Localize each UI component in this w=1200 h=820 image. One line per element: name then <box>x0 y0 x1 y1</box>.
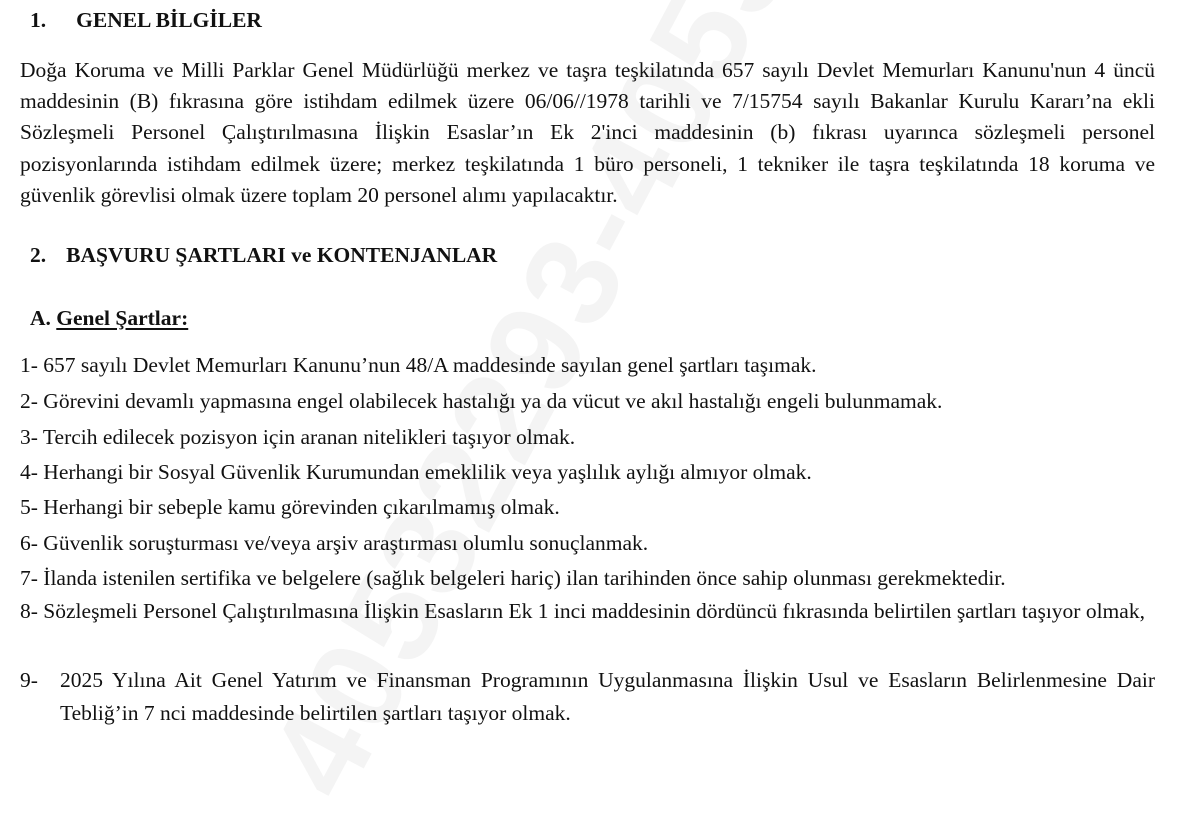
section-2-title: BAŞVURU ŞARTLARI ve KONTENJANLAR <box>66 243 498 267</box>
section-1-number: 1. <box>30 8 47 32</box>
condition-number: 6- <box>20 531 38 555</box>
condition-number: 1- <box>20 353 38 377</box>
condition-item-9 <box>20 664 1155 730</box>
condition-number: 2- <box>20 389 38 413</box>
condition-number: 8- <box>20 599 38 623</box>
subsection-a-title: Genel Şartlar: <box>56 306 189 330</box>
section-2-number: 2. <box>30 243 47 267</box>
subsection-a-heading <box>30 304 188 332</box>
section-1-heading <box>30 6 262 34</box>
section-1-title: GENEL BİLGİLER <box>76 8 262 32</box>
condition-item-3 <box>20 422 575 453</box>
condition-text: Sözleşmeli Personel Çalıştırılmasına İlişkin Esasların Ek 1 inci maddesinin dördüncü fıkrasında belirtilen şartları taşıyor olmak, <box>43 599 1145 623</box>
condition-number: 5- <box>20 495 38 519</box>
condition-text: 657 sayılı Devlet Memurları Kanunu’nun 48/A maddesinde sayılan genel şartları taşımak. <box>43 353 817 377</box>
condition-text: Görevini devamlı yapmasına engel olabilecek hastalığı ya da vücut ve akıl hastalığı engeli bulunmamak. <box>43 389 943 413</box>
condition-text: Tercih edilecek pozisyon için aranan nitelikleri taşıyor olmak. <box>42 425 576 449</box>
condition-number: 4- <box>20 460 38 484</box>
condition-item-8 <box>20 596 1155 627</box>
condition-item-5 <box>20 492 560 523</box>
condition-item-6 <box>20 528 648 559</box>
condition-item-7 <box>20 563 1006 594</box>
condition-text: İlanda istenilen sertifika ve belgelere (sağlık belgeleri hariç) ilan tarihinden önce sahip olunması gerekmektedir. <box>43 566 1006 590</box>
condition-text: 2025 Yılına Ait Genel Yatırım ve Finansman Programının Uygulanmasına İlişkin Usul ve Esasların Belirlenmesine Dair Tebliğ’in 7 nci maddesinde belirtilen şartları taşıyor olmak. <box>60 668 1155 725</box>
section-2-heading <box>30 241 497 269</box>
condition-number: 9- <box>20 668 38 692</box>
condition-number: 3- <box>20 425 38 449</box>
condition-text: Herhangi bir sebeple kamu görevinden çıkarılmamış olmak. <box>43 495 560 519</box>
condition-item-4 <box>20 457 812 488</box>
condition-number: 7- <box>20 566 38 590</box>
section-1-paragraph: Doğa Koruma ve Milli Parklar Genel Müdürlüğü merkez ve taşra teşkilatında 657 sayılı Devlet Memurları Kanunu'nun 4 üncü maddesinin (B) fıkrasına göre istihdam edilmek üzere 06/06//1978 tarihli ve 7/15754 sayılı Bakanlar Kurulu Kararı’na ekli Sözleşmeli Personel Çalıştırılmasına İlişkin Esaslar’ın Ek 2'inci maddesinin (b) fıkrası uyarınca sözleşmeli personel pozisyonlarında istihdam edilmek üzere; merkez teşkilatında 1 büro personeli, 1 tekniker ile taşra teşkilatında 18 koruma ve güvenlik görevlisi olmak üzere toplam 20 personel alımı yapılacaktır. <box>20 58 1155 207</box>
subsection-a-prefix: A. <box>30 306 51 330</box>
condition-item-2 <box>20 386 942 417</box>
condition-text: Güvenlik soruşturması ve/veya arşiv araştırması olumlu sonuçlanmak. <box>43 531 649 555</box>
condition-item-1 <box>20 350 817 381</box>
condition-text: Herhangi bir Sosyal Güvenlik Kurumundan emeklilik veya yaşlılık aylığı almıyor olmak. <box>43 460 812 484</box>
